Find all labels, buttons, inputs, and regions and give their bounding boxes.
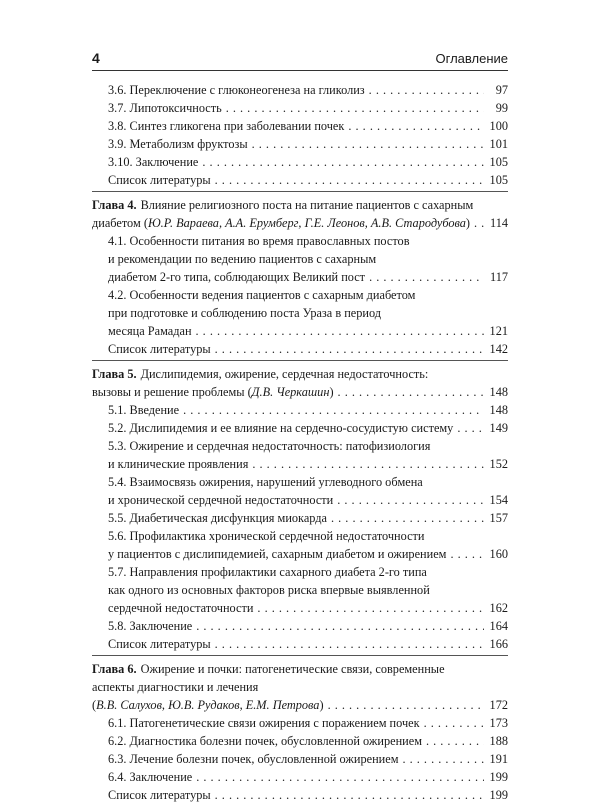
chapter-6-title-line2: аспекты диагностики и лечения — [92, 680, 259, 694]
chapter-6-authors: В.В. Салухов, Ю.В. Рудаков, Е.М. Петрова — [96, 698, 320, 712]
chapter-4-authors: Ю.Р. Вараева, А.А. Ерумберг, Г.Е. Леонов, А.В. Стародубова — [147, 216, 466, 230]
chapter-6 — [92, 655, 508, 804]
toc-entry-cont: как одного из основных факторов риска впервые выявленной — [108, 583, 430, 597]
dot-leader — [202, 153, 484, 171]
toc-entry[interactable]: 5.4. Взаимосвязь ожирения, нарушений углеводного обмена — [108, 475, 423, 489]
toc-entry[interactable]: 5.6. Профилактика хронической сердечной недостаточности — [108, 529, 425, 543]
toc-entry[interactable]: 6.1. Патогенетические связи ожирения с поражением почек . . . 173 — [92, 714, 508, 732]
page-number: 4 — [92, 50, 100, 66]
dot-leader — [424, 714, 484, 732]
dot-leader — [215, 340, 484, 358]
dot-leader — [369, 81, 484, 99]
dot-leader — [331, 509, 484, 527]
chapter-6-title-line3[interactable]: (В.В. Салухов, Ю.В. Рудаков, Е.М. Петрова) . . . 172 — [92, 696, 508, 714]
toc-entry[interactable]: 5.5. Диабетическая дисфункция миокарда . . . 157 — [92, 509, 508, 527]
toc-entry-cont[interactable]: диабетом 2-го типа, соблюдающих Великий пост . . . 117 — [92, 268, 508, 286]
toc-entry[interactable]: 3.10. Заключение . . . 105 — [92, 153, 508, 171]
running-head: Оглавление — [435, 51, 508, 66]
dot-leader — [338, 383, 484, 401]
toc-entry[interactable]: Список литературы . . . 105 — [92, 171, 508, 189]
toc-entry[interactable]: 6.2. Диагностика болезни почек, обусловленной ожирением . . . 188 — [92, 732, 508, 750]
chapter-4 — [92, 191, 508, 358]
toc-entry[interactable]: 6.4. Заключение . . . 199 — [92, 768, 508, 786]
dot-leader — [252, 135, 484, 153]
dot-leader — [257, 599, 484, 617]
dot-leader — [474, 214, 484, 232]
toc-entry[interactable]: 3.7. Липотоксичность . . . 99 — [92, 99, 508, 117]
toc-entry[interactable]: 6.3. Лечение болезни почек, обусловленной ожирением . . . 191 — [92, 750, 508, 768]
toc-entry[interactable]: Список литературы . . . 142 — [92, 340, 508, 358]
dot-leader — [328, 696, 484, 714]
dot-leader — [215, 171, 484, 189]
dot-leader — [252, 455, 484, 473]
toc-entry[interactable]: Список литературы . . . 199 — [92, 786, 508, 804]
dot-leader — [196, 768, 484, 786]
toc-entry-cont[interactable]: и клинические проявления . . . 152 — [92, 455, 508, 473]
toc-entry-cont[interactable]: месяца Рамадан . . . 121 — [92, 322, 508, 340]
toc-entry[interactable]: 3.6. Переключение с глюконеогенеза на гликолиз . . . 97 — [92, 81, 508, 99]
chapter-5 — [92, 360, 508, 653]
chapter-4-title-line2[interactable]: диабетом (Ю.Р. Вараева, А.А. Ерумберг, Г.Е. Леонов, А.В. Стародубова) . . . 114 — [92, 214, 508, 232]
dot-leader — [215, 635, 484, 653]
dot-leader — [402, 750, 484, 768]
toc-entry[interactable]: 5.3. Ожирение и сердечная недостаточность: патофизиология — [108, 439, 431, 453]
toc-entry[interactable]: 5.2. Дислипидемия и ее влияние на сердечно-сосудистую систему . . . 149 — [92, 419, 508, 437]
dot-leader — [450, 545, 484, 563]
toc-entry[interactable]: 4.1. Особенности питания во время православных постов — [108, 234, 410, 248]
table-of-contents — [92, 80, 508, 804]
toc-entry[interactable]: 3.8. Синтез гликогена при заболевании почек . . . 100 — [92, 117, 508, 135]
toc-entry[interactable]: Список литературы . . . 166 — [92, 635, 508, 653]
dot-leader — [196, 322, 484, 340]
toc-entry[interactable]: 5.1. Введение . . . 148 — [92, 401, 508, 419]
dot-leader — [426, 732, 484, 750]
dot-leader — [183, 401, 484, 419]
toc-entry-cont: и рекомендации по ведению пациентов с сахарным — [108, 252, 377, 266]
dot-leader — [196, 617, 484, 635]
chapter-6-title[interactable]: Глава 6. Ожирение и почки: патогенетические связи, современные — [92, 662, 445, 676]
toc-entry[interactable]: 5.7. Направления профилактики сахарного диабета 2-го типа — [108, 565, 427, 579]
chapter-3-tail — [92, 80, 508, 189]
page-header — [92, 48, 508, 71]
chapter-5-title-line2[interactable]: вызовы и решение проблемы (Д.В. Черкашин) . . . 148 — [92, 383, 508, 401]
toc-entry-cont[interactable]: и хронической сердечной недостаточности . . . 154 — [92, 491, 508, 509]
dot-leader — [215, 786, 484, 804]
toc-entry-cont[interactable]: у пациентов с дислипидемией, сахарным диабетом и ожирением . . . 160 — [92, 545, 508, 563]
dot-leader — [348, 117, 484, 135]
dot-leader — [337, 491, 484, 509]
toc-entry-cont: при подготовке и соблюдению поста Ураза в период — [108, 306, 382, 320]
chapter-4-title[interactable]: Глава 4. Влияние религиозного поста на питание пациентов с сахарным — [92, 198, 474, 212]
dot-leader — [226, 99, 484, 117]
chapter-5-title[interactable]: Глава 5. Дислипидемия, ожирение, сердечная недостаточность: — [92, 367, 429, 381]
toc-entry-cont[interactable]: сердечной недостаточности . . . 162 — [92, 599, 508, 617]
toc-entry[interactable]: 4.2. Особенности ведения пациентов с сахарным диабетом — [108, 288, 416, 302]
dot-leader — [369, 268, 484, 286]
toc-entry[interactable]: 3.9. Метаболизм фруктозы . . . 101 — [92, 135, 508, 153]
toc-entry[interactable]: 5.8. Заключение . . . 164 — [92, 617, 508, 635]
chapter-5-authors: Д.В. Черкашин — [251, 385, 330, 399]
dot-leader — [457, 419, 484, 437]
